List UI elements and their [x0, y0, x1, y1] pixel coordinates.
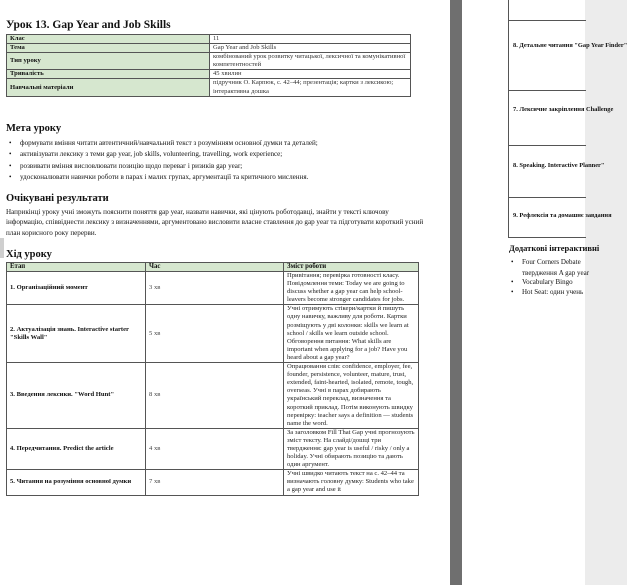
step-time: 7 хв: [146, 470, 284, 495]
table-row-divider: [509, 90, 586, 91]
goals-heading: Мета уроку: [6, 123, 62, 134]
column-header-stage: Етап: [7, 263, 146, 272]
info-row: [7, 44, 411, 53]
info-value: комбінований урок розвитку читацької, лексичної та комунікативної компетентностей: [210, 53, 411, 70]
lesson-steps-heading: Хід уроку: [6, 249, 52, 260]
list-item-continuation: твердження A gap year: [522, 269, 590, 277]
info-value: 11: [210, 35, 411, 44]
extra-activities-heading: Додаткові інтерактивні: [509, 243, 600, 253]
info-row: [7, 79, 411, 96]
page-gutter: [450, 0, 462, 585]
step-time: 3 хв: [146, 272, 284, 305]
info-row: [7, 70, 411, 79]
table-row: [7, 272, 419, 305]
step-content: Учні швидко читають текст на с. 42–44 та визначають головну думку: Students who take a gap year and use it: [284, 470, 419, 495]
goal-item: • формувати вміння читати автентичний/навчальний текст з розумінням основної думки та деталей;: [6, 138, 436, 149]
info-label: Клас: [7, 35, 210, 44]
table-row: [7, 470, 419, 495]
lesson-title: Урок 13. Gap Year and Job Skills: [6, 19, 171, 31]
step-stage: 3. Введення лексики. "Word Hunt": [7, 363, 146, 429]
step-content: Учні отримують стікери/картки й пишуть одну навичку, важливу для роботи. Картки розміщують у дві колонки: skills we learn at school / skills we learn outside school. Обговорення питання: What skills are important when applying for a job? Have you heard about a gap year?: [284, 305, 419, 363]
bullet-icon: •: [511, 258, 514, 266]
table-row: [7, 305, 419, 363]
column-header-time: Час: [146, 263, 284, 272]
list-item: • Vocabulary Bingo: [511, 278, 573, 286]
table-row: [7, 363, 419, 429]
table-row-divider: [509, 237, 586, 238]
step-stage: 2. Актуалізація знань. Interactive starter "Skills Wall": [7, 305, 146, 363]
bullet-icon: •: [511, 288, 514, 296]
info-value: Gap Year and Job Skills: [210, 44, 411, 53]
step-stage: 8. Детальне читання "Gap Year Finder": [513, 42, 627, 49]
step-stage: 4. Передчитання. Predict the article: [7, 428, 146, 469]
column-header-content: Зміст роботи: [284, 263, 419, 272]
step-content: Привітання; перевірка готовності класу. Повідомлення теми: Today we are going to discuss whether a gap year can help school-leavers become stronger candidates for jobs.: [284, 272, 419, 305]
step-stage: 9. Рефлексія та домашнє завдання: [513, 212, 612, 219]
step-stage: 8. Speaking. Interactive Planner": [513, 162, 605, 169]
step-stage: 5. Читання на розуміння основної думки: [7, 470, 146, 495]
expected-results-heading: Очікувані результати: [6, 193, 109, 204]
info-label: Тривалість: [7, 70, 210, 79]
bullet-icon: •: [9, 139, 12, 147]
info-label: Тема: [7, 44, 210, 53]
step-content: За заголовком Fill That Gap учні прогнозують зміст тексту. На слайді/дошці три твердження: gap year is useful / risky / only a holiday. Учні обирають позицію та дають один аргумент.: [284, 428, 419, 469]
bullet-icon: •: [511, 278, 514, 286]
info-label: Тип уроку: [7, 53, 210, 70]
continued-steps-table: [508, 0, 627, 238]
lesson-steps-table: [6, 262, 419, 496]
step-stage: 7. Лексичне закріплення Challenge: [513, 106, 614, 113]
info-row: [7, 35, 411, 44]
expected-results-text: Наприкінці уроку учні зможуть пояснити поняття gap year, назвати навички, які цінують роботодавці, знайти у тексті ключову інформацію, співвіднести лексику з визначеннями, аргументовано висловити власне ставлення до gap year та підготувати короткий усний план корисного року перерви.: [6, 208, 424, 237]
goals-list: [6, 138, 436, 184]
bullet-icon: •: [9, 161, 12, 170]
step-time: 5 хв: [146, 305, 284, 363]
table-row-divider: [509, 197, 586, 198]
step-time: 8 хв: [146, 363, 284, 429]
info-label: Навчальні матеріали: [7, 79, 210, 96]
page-edge-marker: [0, 238, 4, 258]
list-item: • Four Corners Debate: [511, 258, 581, 266]
bullet-icon: •: [9, 150, 12, 159]
table-header-row: [7, 263, 419, 272]
step-content: Опрацювання слів: confidence, employer, fee, founder, persistence, volunteer, mature, trust, extended, faint-hearted, isolated, remote, tough, overseas. Учні в парах добирають український переклад, визначення та короткий приклад. Потім виконують швидку перевірку: teacher says a definition — students name the word.: [284, 363, 419, 429]
goal-item: • удосконалювати навички роботи в парах і малих групах, аргументації та критичного мислення.: [6, 172, 436, 183]
info-row: [7, 53, 411, 70]
bullet-icon: •: [9, 173, 12, 182]
step-stage: 1. Організаційний момент: [7, 272, 146, 305]
table-row-divider: [509, 145, 586, 146]
list-item: • Hot Seat: один учень: [511, 288, 584, 296]
goal-item: • розвивати вміння висловлювати позицію щодо переваг і ризиків gap year;: [6, 161, 436, 172]
goal-item: • активізувати лексику з теми gap year, job skills, volunteering, travelling, work experience;: [6, 149, 436, 160]
info-value: підручник О. Карпюк, с. 42–44; презентація; картки з лексикою; інтерактивна дошка: [210, 79, 411, 96]
lesson-info-table: [6, 34, 411, 97]
info-value: 45 хвилин: [210, 70, 411, 79]
table-row-divider: [509, 20, 586, 21]
step-time: 4 хв: [146, 428, 284, 469]
table-row: [7, 428, 419, 469]
